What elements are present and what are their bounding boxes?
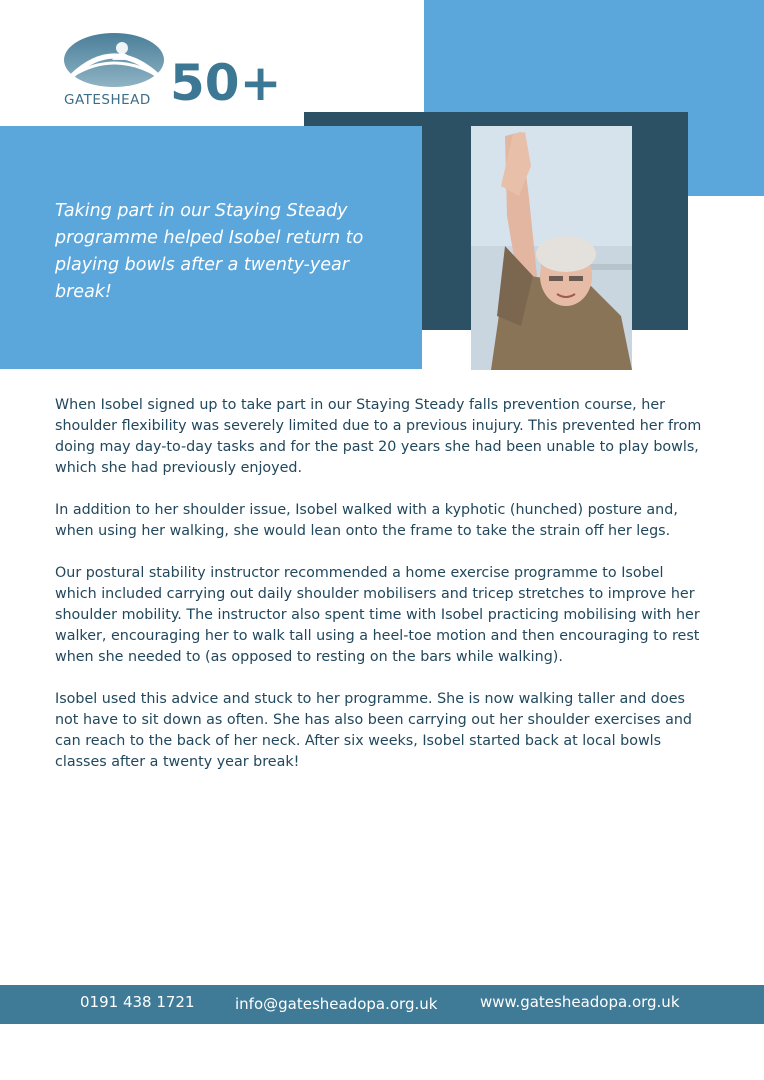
logo-badge: 50+ <box>170 54 282 108</box>
footer-email-link[interactable]: info@gatesheadopa.org.uk <box>235 995 438 1013</box>
article-body <box>55 395 705 794</box>
article-paragraph-4: Isobel used this advice and stuck to her programme. She is now walking taller and does not have to sit down as often. She has also been carrying out her shoulder exercises and can reach to the back of her neck. After six weeks, Isobel started back at local bowls classes after a twenty year break! <box>55 691 692 770</box>
article-paragraph-3: Our postural stability instructor recommended a home exercise programme to Isobel which included carrying out daily shoulder mobilisers and tricep stretches to improve her shoulder mobility. The instructor also spent time with Isobel practicing mobilising with her walker, encouraging her to walk tall using a heel-toe motion and then encouraging to rest when she needed to (as opposed to resting on the bars while walking). <box>55 565 700 665</box>
footer-phone: 0191 438 1721 <box>80 993 195 1011</box>
article-paragraph-1: When Isobel signed up to take part in our Staying Steady falls prevention course, her shoulder flexibility was severely limited due to a previous inujury. This prevented her from doing may day-to-day tasks and for the past 20 years she had been unable to play bowls, which she had previously enjoyed. <box>55 397 702 476</box>
header-quote: Taking part in our Staying Steady programme helped Isobel return to playing bowls after a twenty-year break! <box>55 201 364 302</box>
gateshead-50-plus-logo <box>62 28 282 108</box>
contact-footer <box>0 985 764 1024</box>
logo-wordmark: GATESHEAD <box>64 92 151 108</box>
logo-graphic <box>62 28 282 108</box>
person-waving-photo <box>471 126 632 370</box>
footer-website-link[interactable]: www.gatesheadopa.org.uk <box>480 993 680 1011</box>
article-paragraph-2: In addition to her shoulder issue, Isobel walked with a kyphotic (hunched) posture and, when using her walking, she would lean onto the frame to take the strain off her legs. <box>55 502 678 539</box>
